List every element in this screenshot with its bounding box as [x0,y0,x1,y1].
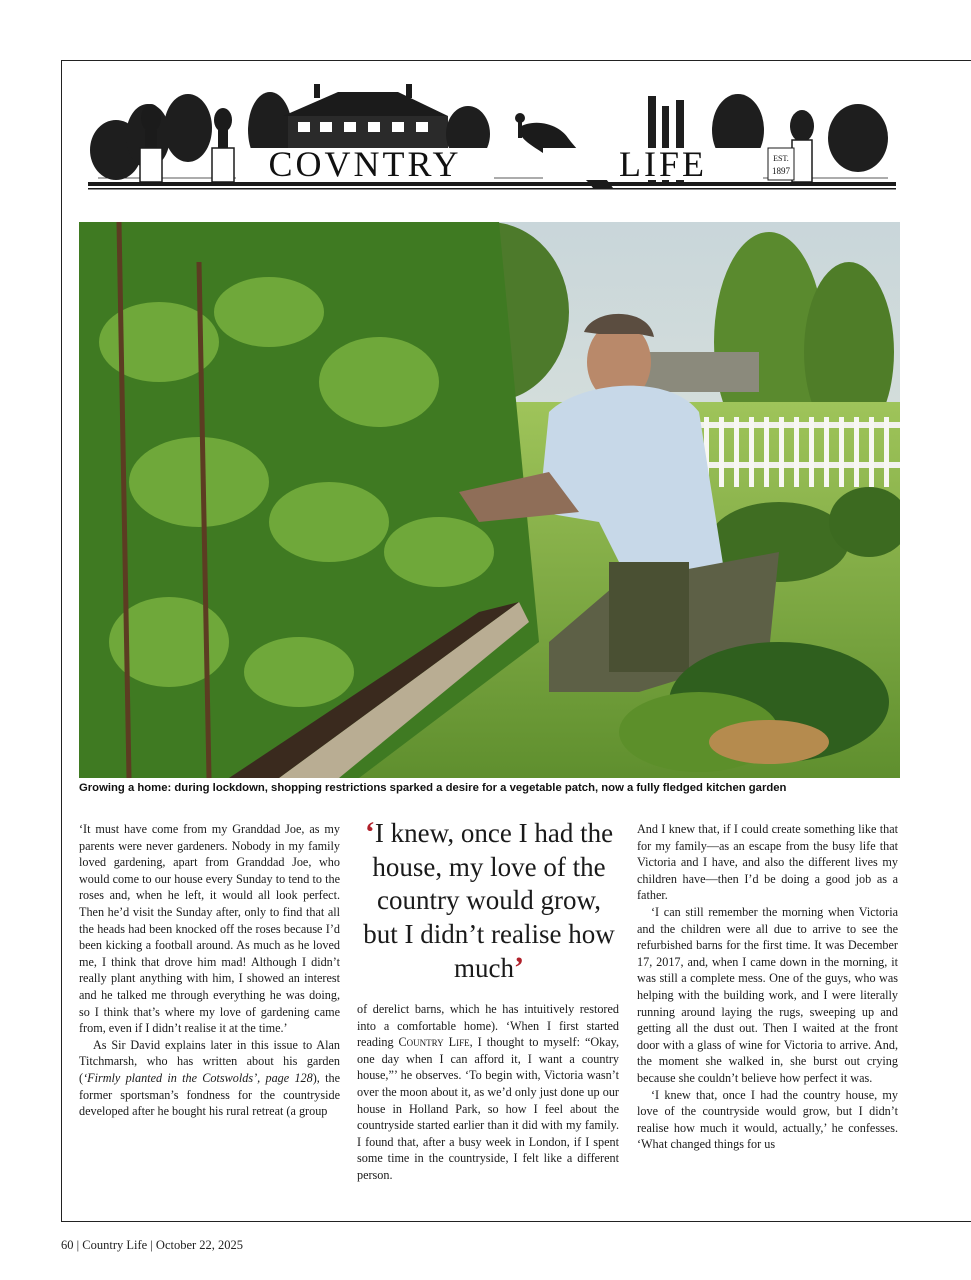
pull-quote [358,816,620,986]
paragraph: ‘It must have come from my Granddad Joe, as my parents were never gardeners. Nobody in my family loved gardening, apart from Granddad Joe, who would come to our house every Sunday to tend to the roses and, when he left, it would all look perfect. Then he’d visit the Sunday after, only to find that all the heads had been knocked off the roses because I’d been kicking a football around. As much as he loved me, I think that drove him mad! Although I didn’t really plant anything with him, I showed an interest and he talked me through everything he was doing, so I think that’s where my love of gardening came from, even if I didn’t realise it at the time.’ [79,822,340,1036]
photo-caption: Growing a home: during lockdown, shopping restrictions sparked a desire for a vegetable patch, now a fully fledged kitchen garden [79,782,787,794]
article-column-2 [357,1001,619,1184]
paragraph: And I knew that, if I could create something like that for my family—as an escape from the busy life that Victoria and I have, and also the different lives my children have—then I’d be doing a good job as a father. [637,822,898,903]
garden-photo [79,222,900,778]
masthead-house-icon [283,84,448,150]
article-column-3 [637,821,898,1153]
masthead-title-right: LIFE [619,144,707,184]
pull-quote-close-mark: ’ [514,951,524,984]
paragraph: of derelict barns, which he has intuitively restored into a comfortable home). ‘When I first started reading Country Life, I thought to myself: “Okay, one day when I can afford it, I want a country house,”’ he observes. ‘To begin with, Victoria wasn’t over the moon about it, as we’d only just done up our house in Holland Park, so how I feel about the countryside started earlier than it did with my family. I found that, after a busy week in London, if I spent some time in the countryside, I felt like a different person. [357,1002,620,1182]
masthead [88,78,896,194]
masthead-est-label: EST. [773,154,789,163]
masthead-title-left: COVNTRY [268,144,462,184]
masthead-est-year: 1897 [772,166,790,176]
pull-quote-text: I knew, once I had the house, my love of the country would grow, but I didn’t realise how much [363,818,615,983]
paragraph: As Sir David explains later in this issue to Alan Titchmarsh, who has written about his garden (‘Firmly planted in the Cotswolds’, page 128), the former sportsman’s fondness for the countryside developed after he bought his rural retreat (a group [79,1037,341,1119]
pull-quote-open-mark: ‘ [364,816,375,849]
page-footer: 60 | Country Life | October 22, 2025 [61,1238,244,1252]
paragraph: ‘I can still remember the morning when Victoria and the children were all due to arrive to see the refurbished barns for the first time. It was December 17, 2017, and, when I came down in the morning, it was still a complete mess. One of the guys, who was helping with the building work, and I were literally running around laying the rugs, sweeping up and getting all the dust out. Then I waited at the front door with a glass of wine for Victoria to arrive. And, the moment she walked in, she burst out crying because she couldn’t believe how perfect it was. [637,904,898,1085]
paragraph: ‘I knew that, once I had the country house, my love of the countryside would grow, but I didn’t realise how much it would, actually,’ he confesses. ‘What changed things for us [637,1087,898,1152]
article-column-1 [79,821,340,1120]
